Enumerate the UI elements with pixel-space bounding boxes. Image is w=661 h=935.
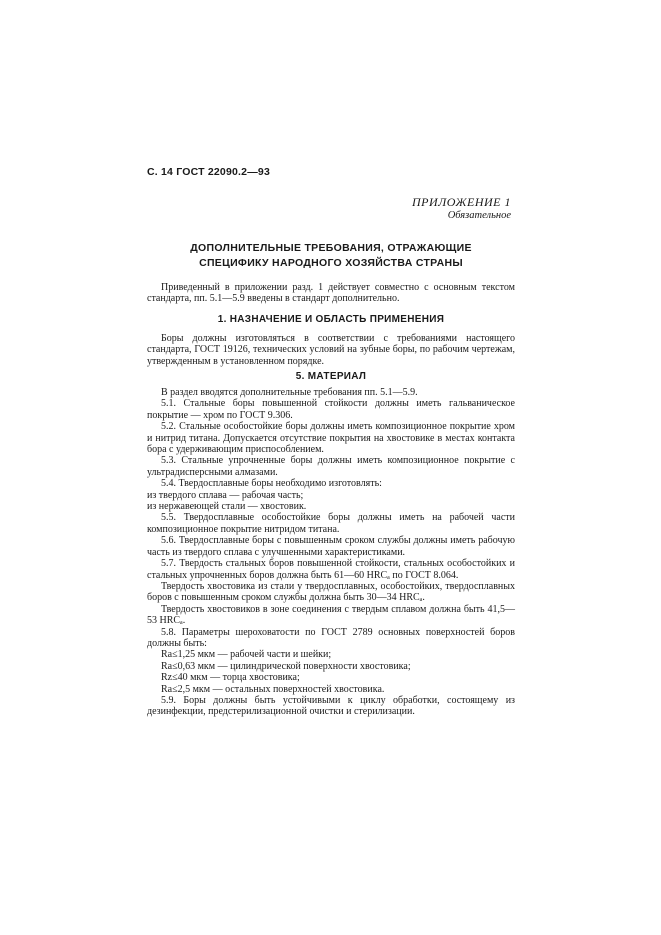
clause-5-9: 5.9. Боры должны быть устойчивыми к циклу обработки, состоящему из дезинфекции, предстерилизационной очистки и стерилизации. bbox=[147, 694, 515, 718]
clause-5-6: 5.6. Твердосплавные боры с повышенным сроком службы должны иметь рабочую часть из твердого сплава с улучшенными характеристиками. bbox=[147, 535, 515, 558]
section-5-intro: В раздел вводятся дополнительные требования пп. 5.1—5.9. bbox=[161, 387, 418, 398]
clause-5-7-joint: Твердость хвостовиков в зоне соединения с твердым сплавом должна быть 41,5—53 HRCₐ. bbox=[147, 603, 515, 627]
clause-5-7-shank: Твердость хвостовика из стали у твердосплавных, особостойких, твердосплавных боров с повышенным сроком службы должна быть 30—34 HRCₐ. bbox=[147, 580, 515, 604]
appendix-subtitle: Обязательное bbox=[447, 210, 511, 221]
intro-block bbox=[147, 282, 515, 305]
section-5-block bbox=[147, 387, 515, 718]
main-title-line-2: СПЕЦИФИКУ НАРОДНОГО ХОЗЯЙСТВА СТРАНЫ bbox=[199, 257, 463, 269]
roughness-item-2: Ra≤0,63 мкм — цилиндрической поверхности хвостовика; bbox=[161, 660, 411, 672]
page-header: С. 14 ГОСТ 22090.2—93 bbox=[147, 166, 270, 178]
clause-5-3: 5.3. Стальные упрочненные боры должны иметь композиционное покрытие с ультрадисперсными алмазами. bbox=[147, 455, 515, 478]
intro-paragraph: Приведенный в приложении разд. 1 действует совместно с основным текстом стандарта, пп. 5.1—5.9 введены в стандарт дополнительно. bbox=[147, 282, 515, 305]
main-title bbox=[147, 241, 515, 271]
clause-5-7: 5.7. Твердость стальных боров повышенной стойкости, стальных особостойких и стальных упрочненных боров должна быть 61—60 HRCₐ по ГОСТ 8.064. bbox=[147, 558, 515, 581]
appendix-label bbox=[412, 195, 511, 223]
section-1-block bbox=[147, 333, 515, 367]
main-title-line-1: ДОПОЛНИТЕЛЬНЫЕ ТРЕБОВАНИЯ, ОТРАЖАЮЩИЕ bbox=[190, 242, 472, 254]
section-1-title: 1. НАЗНАЧЕНИЕ И ОБЛАСТЬ ПРИМЕНЕНИЯ bbox=[217, 314, 445, 325]
section-1-paragraph: Боры должны изготовляться в соответствии с требованиями настоящего стандарта, ГОСТ 19126, технических условий на зубные боры, по рабочим чертежам, утвержденным в установленном порядке. bbox=[147, 333, 515, 367]
clause-5-2: 5.2. Стальные особостойкие боры должны иметь композиционное покрытие хром и нитрид титана. Допускается отсутствие покрытия на хвостовике в местах контакта бора с удерживающим приспособлением. bbox=[147, 421, 515, 456]
clause-5-5: 5.5. Твердосплавные особостойкие боры должны иметь на рабочей части композиционное покрытие нитридом титана. bbox=[147, 512, 515, 535]
clause-5-1: 5.1. Стальные боры повышенной стойкости должны иметь гальваническое покрытие — хром по ГОСТ 9.306. bbox=[147, 398, 515, 421]
clause-5-4: 5.4. Твердосплавные боры необходимо изготовлять: bbox=[161, 478, 382, 490]
clause-5-4-item-1: из твердого сплава — рабочая часть; bbox=[147, 489, 304, 501]
clause-5-8: 5.8. Параметры шероховатости по ГОСТ 2789 основных поверхностей боров должны быть: bbox=[147, 626, 515, 649]
roughness-item-3: Rz≤40 мкм — торца хвостовика; bbox=[161, 672, 300, 684]
appendix-title: ПРИЛОЖЕНИЕ 1 bbox=[412, 195, 511, 209]
roughness-item-4: Ra≤2,5 мкм — остальных поверхностей хвостовика. bbox=[161, 683, 385, 695]
clause-5-4-item-2: из нержавеющей стали — хвостовик. bbox=[147, 501, 307, 513]
roughness-item-1: Ra≤1,25 мкм — рабочей части и шейки; bbox=[161, 649, 332, 661]
section-5-title: 5. МАТЕРИАЛ bbox=[295, 371, 367, 382]
